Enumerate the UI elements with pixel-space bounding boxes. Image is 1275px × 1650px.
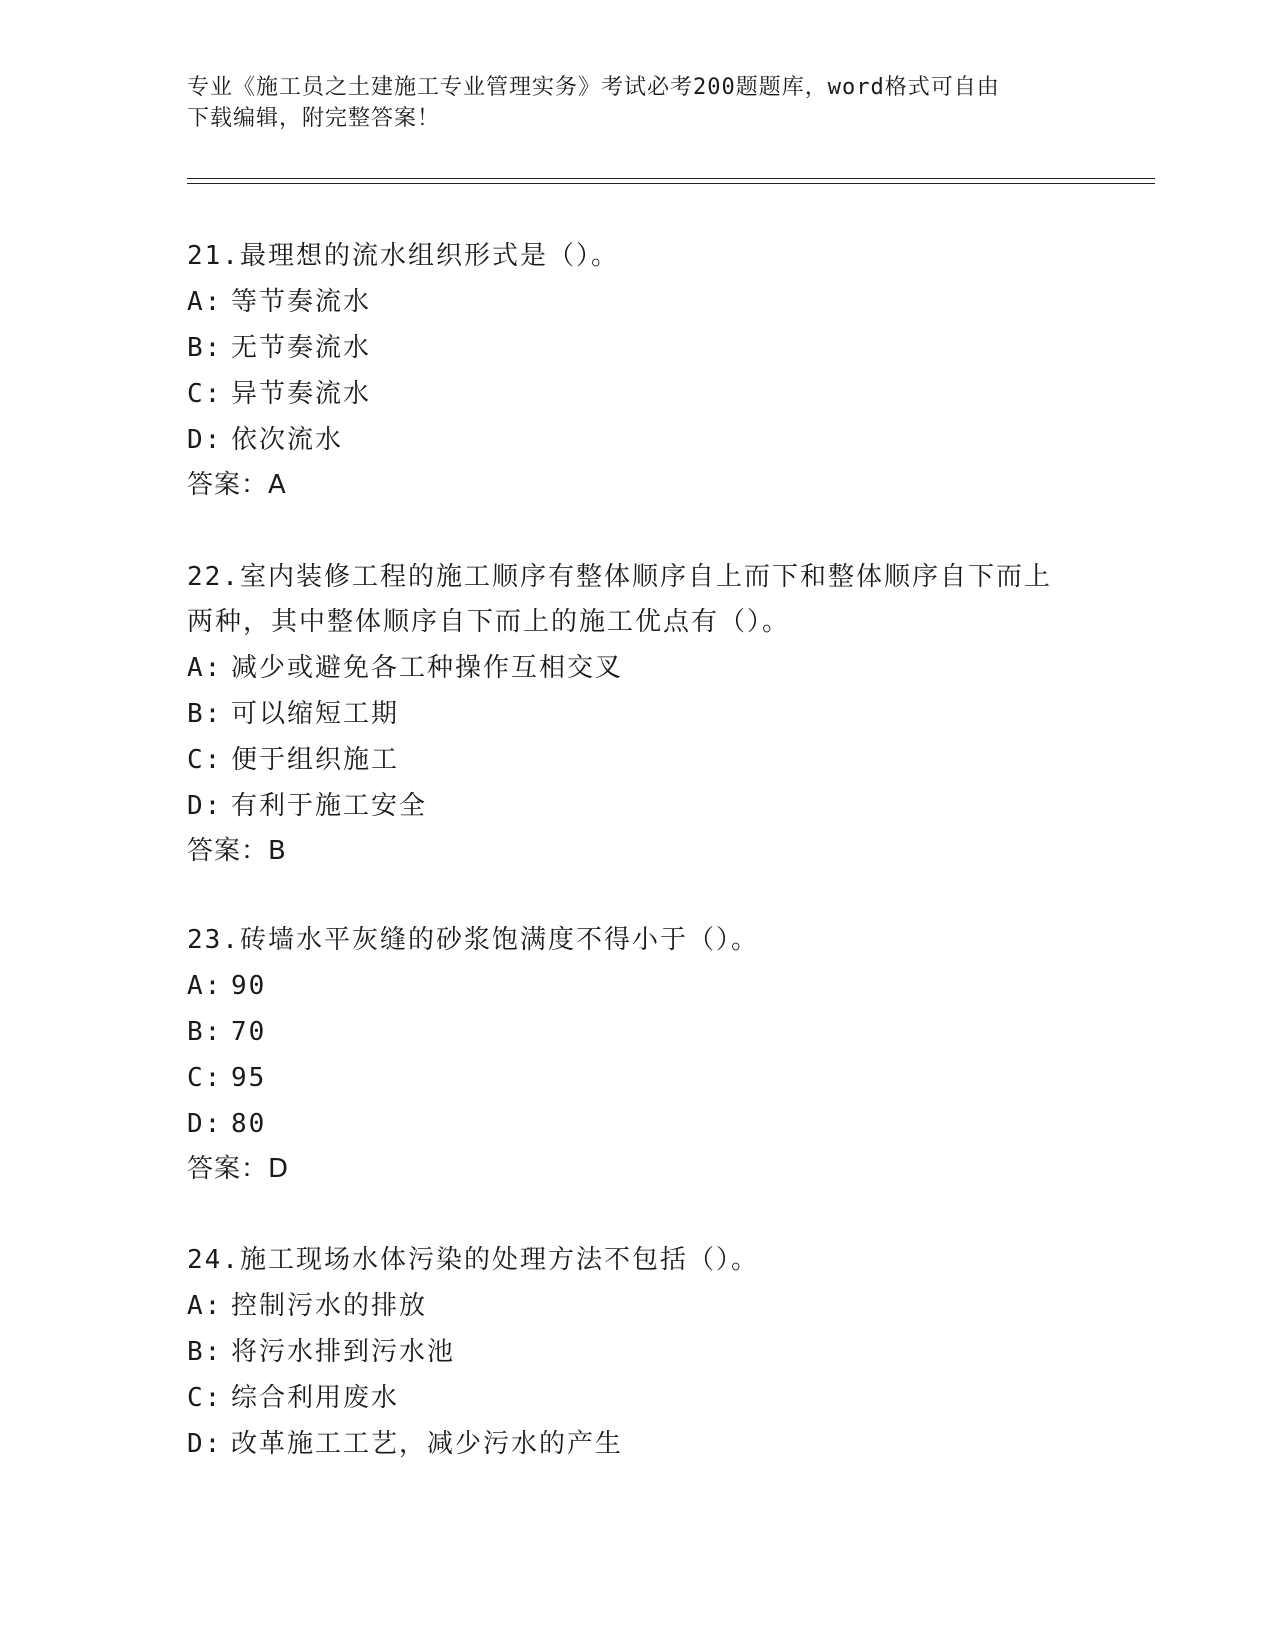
option-key: A:	[187, 971, 223, 1001]
answer-line: 答案：B	[187, 836, 287, 866]
option-text: 有利于施工安全	[231, 791, 428, 821]
option-a	[187, 279, 1087, 325]
option-c	[187, 371, 1087, 417]
option-key: A:	[187, 1291, 223, 1321]
option-b	[187, 325, 1087, 371]
question-stem: 23.砖墙水平灰缝的砂浆饱满度不得小于（）。	[187, 925, 759, 955]
question-stem: 21.最理想的流水组织形式是（）。	[187, 241, 619, 271]
option-text: 95	[231, 1063, 267, 1093]
option-text: 将污水排到污水池	[231, 1337, 456, 1367]
option-d	[187, 417, 1087, 463]
question-23	[187, 918, 1087, 1191]
option-key: B:	[187, 699, 223, 729]
question-24	[187, 1238, 1087, 1467]
option-c	[187, 1375, 1087, 1421]
header-line-2: 下载编辑，附完整答案！	[187, 106, 441, 131]
question-21	[187, 234, 1087, 507]
header-divider-bottom	[187, 183, 1155, 184]
option-a	[187, 963, 1087, 1009]
header-divider-top	[187, 178, 1155, 179]
option-key: A:	[187, 653, 223, 683]
option-key: D:	[187, 791, 223, 821]
answer-line: 答案：D	[187, 1154, 290, 1184]
option-a	[187, 1283, 1087, 1329]
option-text: 便于组织施工	[231, 745, 400, 775]
option-b	[187, 1009, 1087, 1055]
option-text: 控制污水的排放	[231, 1291, 428, 1321]
option-d	[187, 783, 1087, 829]
option-key: B:	[187, 1017, 223, 1047]
option-text: 综合利用废水	[231, 1383, 400, 1413]
question-stem-line-2: 两种，其中整体顺序自下而上的施工优点有（）。	[187, 607, 791, 637]
option-text: 可以缩短工期	[231, 699, 400, 729]
option-text: 70	[231, 1017, 267, 1047]
option-d	[187, 1421, 1087, 1467]
option-text: 异节奏流水	[231, 379, 372, 409]
option-c	[187, 1055, 1087, 1101]
option-key: B:	[187, 1337, 223, 1367]
option-key: D:	[187, 425, 223, 455]
answer-line: 答案：A	[187, 470, 287, 500]
option-b	[187, 691, 1087, 737]
option-key: C:	[187, 379, 223, 409]
option-text: 减少或避免各工种操作互相交叉	[231, 653, 624, 683]
option-text: 依次流水	[231, 425, 344, 455]
question-22	[187, 555, 1087, 873]
option-key: A:	[187, 287, 223, 317]
option-text: 等节奏流水	[231, 287, 372, 317]
question-stem: 24.施工现场水体污染的处理方法不包括（）。	[187, 1245, 759, 1275]
document-header	[187, 72, 1067, 134]
option-text: 90	[231, 971, 267, 1001]
option-a	[187, 645, 1087, 691]
option-text: 无节奏流水	[231, 333, 372, 363]
option-b	[187, 1329, 1087, 1375]
option-c	[187, 737, 1087, 783]
option-key: B:	[187, 333, 223, 363]
option-text: 改革施工工艺，减少污水的产生	[231, 1429, 624, 1459]
question-stem-line-1: 22.室内装修工程的施工顺序有整体顺序自上而下和整体顺序自下而上	[187, 562, 1052, 592]
option-key: D:	[187, 1429, 223, 1459]
option-key: D:	[187, 1109, 223, 1139]
option-key: C:	[187, 1383, 223, 1413]
option-d	[187, 1101, 1087, 1147]
option-key: C:	[187, 1063, 223, 1093]
option-text: 80	[231, 1109, 267, 1139]
header-line-1: 专业《施工员之土建施工专业管理实务》考试必考200题题库，word格式可自由	[187, 75, 1000, 100]
option-key: C:	[187, 745, 223, 775]
